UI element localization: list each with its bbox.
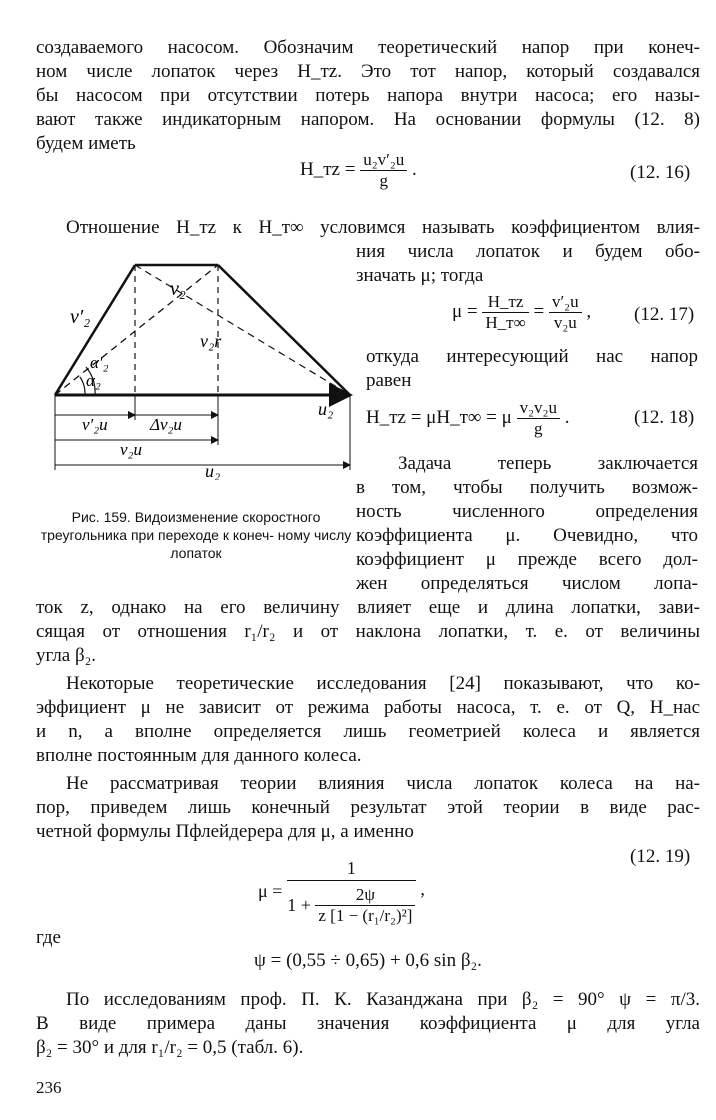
text-line: угла β₂. — [36, 645, 97, 666]
equation-number: (12. 18) — [634, 407, 695, 428]
label-alpha2-prime: α′₂ — [90, 353, 109, 372]
text-line: откуда интересующий нас напор — [366, 346, 698, 367]
equation-lhs: H_тz = — [300, 158, 356, 180]
text-line: будем иметь — [36, 133, 136, 154]
equation-lhs: μ = — [258, 880, 283, 901]
fraction — [287, 856, 416, 926]
text-line: значать μ; тогда — [356, 265, 484, 286]
equation-number: (12. 16) — [630, 162, 691, 183]
figure-caption: Рис. 159. Видоизменение скоростного треугольника при переходе к конеч- ному числу лопаток — [40, 509, 352, 561]
fraction — [549, 292, 582, 333]
w2-prime-vector — [135, 265, 350, 395]
equation-text: H_тz = μH_т∞ = μ — [366, 406, 512, 428]
equation-12-16: H_тz = $\frac{\text{u₂v′₂u}}{g}$ . — [300, 150, 417, 190]
text-line: равен — [366, 370, 412, 391]
label-v2u: v₂u — [120, 440, 142, 459]
text-line: ток z, однако на его величину влияет еще и длина лопатки, зави- — [36, 597, 700, 618]
text-line: Отношение H_тz к H_т∞ условимся называть коэффициентом влия- — [66, 217, 700, 238]
text-line: в том, чтобы получить возмож- — [356, 477, 698, 498]
equation-number: (12. 17) — [634, 304, 695, 325]
text-line: По исследованиям проф. П. К. Казанджана при β₂ = 90° ψ = π/3. — [66, 989, 700, 1010]
equation-12-18: H_тz = μH_т∞ = μ $\frac{\text{v₂v₂u}}{g}$ . — [366, 398, 570, 438]
text-line: где — [36, 927, 61, 948]
label-delta-v2u: Δv₂u — [150, 415, 182, 434]
text-line: коэффициент μ прежде всего дол- — [356, 549, 698, 570]
denominator: g — [534, 419, 543, 438]
text-line: эффициент μ не зависит от режима работы насоса, т. е. от Q, H_нас — [36, 697, 700, 718]
text-line: В виде примера даны значения коэффициента μ для угла — [36, 1013, 700, 1034]
denominator: H_т∞ — [485, 313, 526, 332]
fraction — [360, 150, 407, 191]
fraction — [315, 885, 415, 926]
label-v2-prime: v′₂ — [70, 306, 91, 328]
label-u2-arrow: u₂ — [318, 399, 334, 419]
denominator: z [1 − (r₁/r₂)²] — [318, 906, 413, 925]
label-u2-bottom: u₂ — [205, 461, 221, 480]
text-line: Некоторые теоретические исследования [24] показывают, что ко- — [66, 673, 700, 694]
numerator: v₂v₂u — [517, 398, 560, 419]
text-line: четной формулы Пфлейдерера для μ, а именно — [36, 821, 414, 842]
text-line: Не рассматривая теории влияния числа лопаток колеса на на- — [66, 773, 700, 794]
equation-12-17: μ = $\frac{H\_тz}{H\_т\infty}$ = $\frac{\text{v′₂u}}{\text{v₂u}}$ , — [452, 292, 592, 332]
alpha2-prime-arc — [80, 377, 85, 395]
label-v2r: v₂r — [200, 331, 222, 351]
label-alpha2: α₂ — [86, 371, 101, 390]
numerator: v′₂u — [549, 292, 582, 313]
equation-number: (12. 19) — [630, 846, 691, 867]
denominator: v₂u — [553, 313, 577, 332]
text-line: вают также индикаторным напором. На основании формулы (12. 8) — [36, 109, 700, 130]
psi-equation: ψ = (0,55 ÷ 0,65) + 0,6 sin β₂. — [254, 950, 482, 971]
text-line: и n, а вполне определяется лишь геометрией колеса и является — [36, 721, 700, 742]
text-line: β₂ = 30° и для r₁/r₂ = 0,5 (табл. 6). — [36, 1037, 304, 1058]
page-number: 236 — [36, 1078, 62, 1097]
text-line: сящая от отношения r₁/r₂ и от наклона лопатки, т. е. от величины — [36, 621, 700, 642]
label-v2: v₂ — [170, 278, 186, 300]
denominator: g — [379, 171, 388, 190]
equation-12-19: μ = 1 1 + $\frac{2\psi}{\text{z [1 − (r₁/r₂)²]}}$ , — [258, 858, 425, 925]
text-line: коэффициента μ. Очевидно, что — [356, 525, 698, 546]
v2-prime-vector — [55, 265, 218, 395]
text-line: пор, приведем лишь конечный результат этой теории в виде рас- — [36, 797, 700, 818]
numerator: H_тz — [482, 292, 528, 313]
plus-term: 1 + — [287, 895, 311, 915]
numerator: u₂v′₂u — [360, 150, 407, 171]
text-line: ном числе лопаток через H_тz. Это тот напор, который создавался — [36, 61, 700, 82]
fraction — [482, 292, 528, 333]
label-v2u-prime: v′₂u — [82, 415, 108, 434]
w2-vector — [218, 265, 350, 395]
text-line: жен определяться числом лопа- — [356, 573, 698, 594]
text-line: создаваемого насосом. Обозначим теоретический напор при конеч- — [36, 37, 700, 58]
numerator: 1 — [287, 856, 416, 881]
text-line: вполне постоянным для данного колеса. — [36, 745, 362, 766]
velocity-triangle-figure — [40, 255, 360, 480]
fraction — [517, 398, 560, 439]
text-line: бы насосом при отсутствии потерь напора внутри насоса; его назы- — [36, 85, 700, 106]
text-line: ния числа лопаток и будем обо- — [356, 241, 700, 262]
numerator: 2ψ — [315, 885, 415, 906]
text-line: Задача теперь заключается — [398, 453, 698, 474]
equation-lhs: μ = — [452, 300, 478, 322]
text-line: ность численного определения — [356, 501, 698, 522]
